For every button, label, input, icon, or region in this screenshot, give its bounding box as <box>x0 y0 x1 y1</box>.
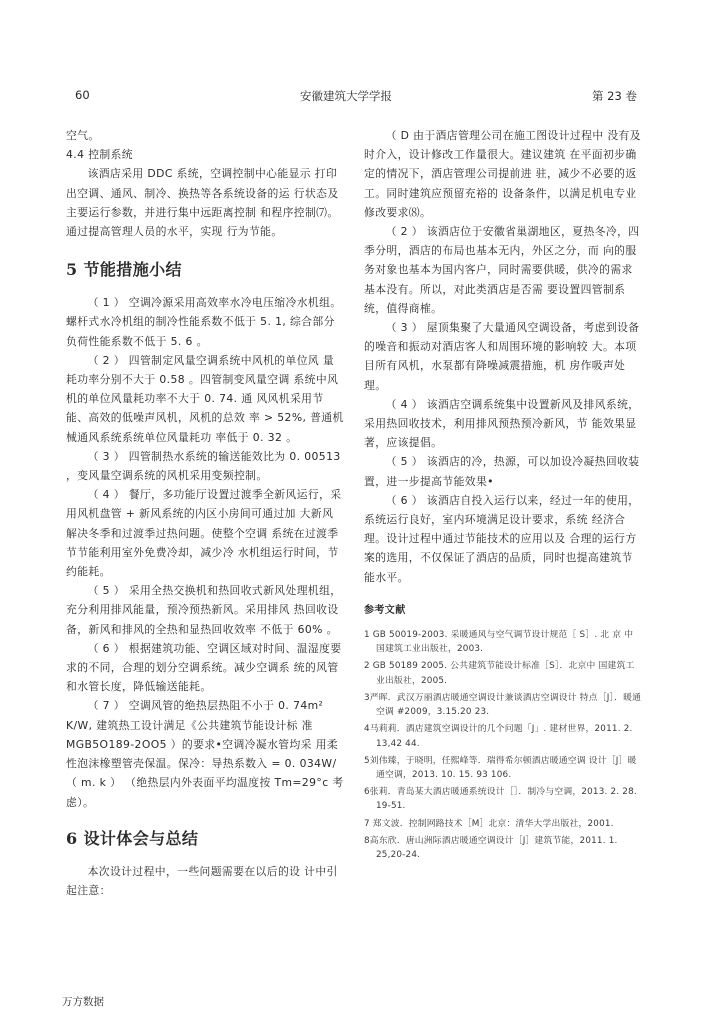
measure-6: （ 6 ） 根据建筑功能、空调区域对时间、温湿度要求的不同，合理的划分空调系统。减少空调系 统的风管和水管长度，降低输送能耗。 <box>66 641 342 694</box>
measure-7: （ 7 ） 空调风管的绝热层热阻不小于 0. 74m² K/W, 建筑热工设计满足《公共建筑节能设计标 准 MGB5O189-2OO5 ）的要求•空调冷凝水管均采 用柔性泡沫橡塑管壳保温。保冷：导热系数入 = 0. 034W/ （ m. k ） （绝热层内外表面平均温度按 Tm=29°c 考虑）。 <box>66 699 344 809</box>
experience-4: （ 4 ） 该酒店空调系统集中设置新风及排风系统，采用热回收技术，利用排风预热预冷新风，节 能效果显著，应该提倡。 <box>364 397 640 450</box>
reference-list <box>364 628 642 862</box>
experience-5: （ 5 ） 该酒店的冷，热源，可以加设冷凝热回收装置，进一步提高节能效果• <box>364 455 640 488</box>
page-number: 60 <box>75 88 90 102</box>
measure-3: （ 3 ） 四管制热水系统的输送能效比为 0. 00513 ，变风量空调系统的风机采用变频控制。 <box>66 449 341 483</box>
conclusion-intro: 本次设计过程中，一些问题需要在以后的设 计中引起注意： <box>66 864 338 897</box>
reference-item: 2 GB 50189 2005. 公共建筑节能设计标准［S］．北京中 国建筑工业出版社，2005. <box>364 661 635 686</box>
reference-item: 3严晖．武汉万丽酒店暖通空调设计兼谈酒店空调设计 特点［J］．暖通空调 #2009，3.15.20 23. <box>364 692 642 718</box>
journal-name: 安徽建筑大学学报 <box>300 89 392 103</box>
experience-6: （ 6 ） 该酒店自投入运行以来，经过一年的使用，系统运行良好，室内环境满足设计要求，系统 经济合理。设计过程中通过节能技术的应用以及 合理的运行方案的选用，不仅保证了酒店的品质，同时也提高建筑节能水平。 <box>364 493 640 584</box>
reference-item: 1 GB 50019-2003. 采暖通风与空气调节设计规范［ S］. 北 京 中国建筑工业出版社，2003. <box>364 630 634 655</box>
measure-1: （ 1 ） 空调冷源采用高效率水冷电压缩冷水机组。螺杆式水冷机组的制冷性能系数不低于 5. 1, 综合部分负荷性能系数不低于 5. 6 。 <box>66 296 342 348</box>
measure-4: （ 4 ） 餐厅，多功能厅设置过渡季全新风运行，采用风机盘管 + 新风系统的内区小房间可通过加 大新风解决冬季和过渡季过热问题。使整个空调 系统在过渡季节节能利用室外免费冷却，减少冷 水机组运行时间，节约能耗。 <box>66 488 342 579</box>
measure-5: （ 5 ） 采用全热交换机和热回收式新风处理机组，充分利用排风能量，预冷预热新风。采用排风 热回收设备，新风和排风的全热和显热回收效率 不低于 60% 。 <box>66 584 342 636</box>
experience-3: （ 3 ） 屋顶集聚了大量通风空调设备，考虑到设备的噪音和振动对酒店客人和周围环境的影响较 大。本项目所有风机，水泵都有降噪减震措施，机 房作吸声处理。 <box>364 321 640 392</box>
experience-2: （ 2 ） 该酒店位于安徽省巢湖地区，夏热冬冷，四季分明，酒店的布局也基本无内，外区之分，而 向的服务对象也基本为国内客户，同时需要供暖，供冷的需求基本没有。所以，对此类酒店是否需 要设置四管制系统，值得商榷。 <box>364 225 640 315</box>
left-column <box>66 126 344 900</box>
reference-item: 8高东欣．唐山洲际酒店暖通空调设计［J］建筑节能，2011. 1. 25,20-24. <box>364 835 618 860</box>
source-footer: 万方数据 <box>62 996 104 1008</box>
measure-2: （ 2 ） 四管制定风量空调系统中风机的单位风 量耗功率分别不大于 0.58 。四管制变风量空调 系统中风机的单位风量耗功率不大于 0. 74. 通 风风机采用节能、高效的低噪声风机，风机的总效 率 > 52%, 普通机械通风系统系统单位风量耗功 率低于 0. 32 。 <box>66 353 344 444</box>
volume-label: 第 23 卷 <box>592 89 637 103</box>
references-heading: 参考文献 <box>364 604 406 616</box>
paragraph-air: 空气。 <box>66 129 100 142</box>
control-system-paragraph: 该酒店采用 DDC 系统，空调控制中心能显示 打印出空调、通风、制冷、换热等各系统设备的运 行状态及主要运行参数，并进行集中远距离控制 和程序控制⑺。通过提高管理人员的水平，实现 行为节能。 <box>66 167 339 239</box>
reference-item: 4马莉莉．酒店建筑空调设计的几个问题「J」. 建材世界，2011. 2. 13,42 44. <box>364 724 633 749</box>
section-5-heading: 5 节能措施小结 <box>66 260 182 280</box>
reference-item: 5刘伟臻，于晓明，任熙峰等．瑞得希尔顿酒店暖通空调 设计［J］暖通空调，2013. 10. 15. 93 106. <box>364 755 637 780</box>
reference-item: 6张莉．青岛某大酒店暖通系统设计［］．制冷与空调，2013. 2. 28. 19-51. <box>364 787 637 812</box>
experience-1: （ D 由于酒店管理公司在施工图设计过程中 没有及时介入，设计修改工作量很大。建议建筑 在平面初步确定的情况下，酒店管理公司提前进 驻，减少不必要的返工。同时建筑应预留充裕的 设备条件，以满足机电专业修改要求⑻。 <box>364 129 641 219</box>
right-column <box>364 126 642 865</box>
section-6-heading: 6 设计体会与总结 <box>66 828 199 848</box>
section-4-4-heading: 4.4 控制系统 <box>66 148 133 162</box>
reference-item: 7 郑文波．控制网路技术［M］北京：清华大学出版社，2001. <box>364 818 614 829</box>
